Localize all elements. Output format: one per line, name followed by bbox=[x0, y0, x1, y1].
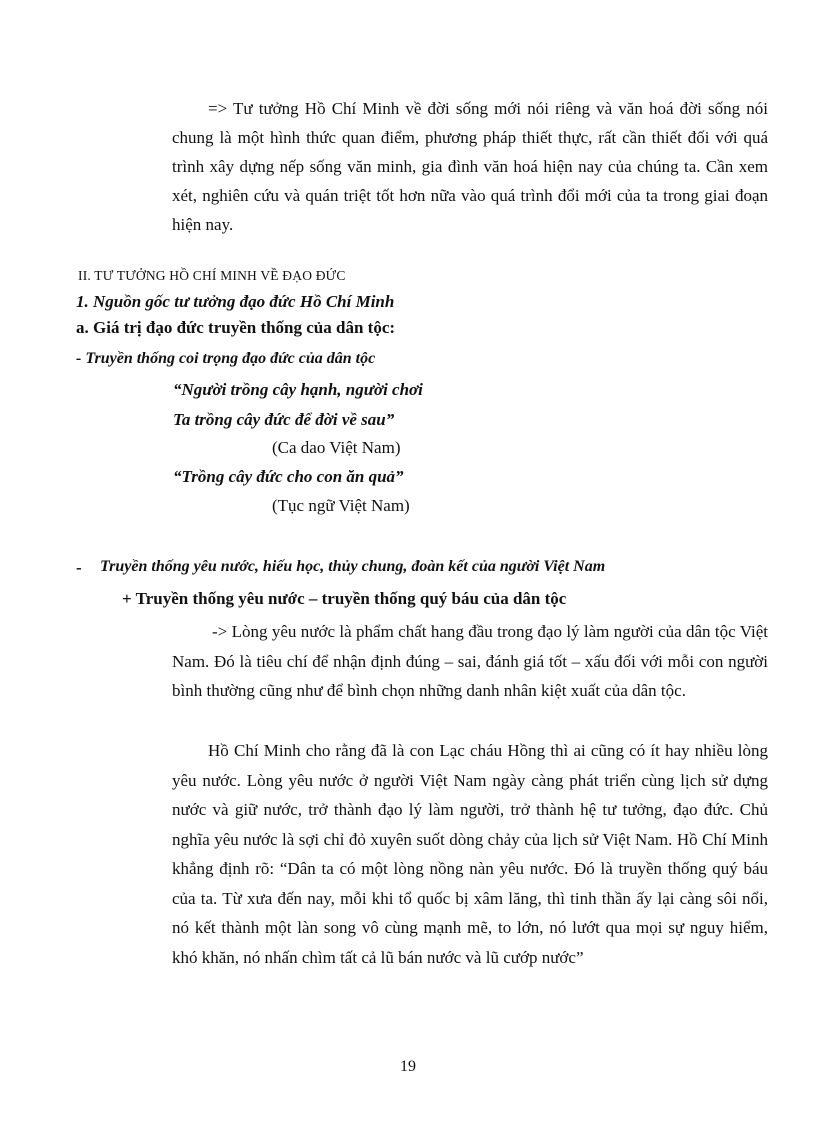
page-number: 19 bbox=[400, 1058, 416, 1075]
subheading-traditional-values: a. Giá trị đạo đức truyền thống của dân tộc: bbox=[76, 318, 396, 337]
bullet-dash: - bbox=[76, 558, 82, 577]
subheading-origin: 1. Nguồn gốc tư tưởng đạo đức Hồ Chí Minh bbox=[76, 292, 395, 311]
proverb-line: “Trồng cây đức cho con ăn quả” bbox=[173, 467, 404, 486]
verse-line-2: Ta trồng cây đức để đời về sau” bbox=[173, 410, 395, 429]
subpoint-patriotism: + Truyền thống yêu nước – truyền thống quý báu của dân tộc bbox=[122, 589, 567, 608]
paragraph-patriotism-quality: -> Lòng yêu nước là phẩm chất hang đầu trong đạo lý làm người của dân tộc Việt Nam. Đó là tiêu chí để nhận định đúng – sai, đánh giá tốt – xấu đối với mỗi con người bình thường cũng như để bình chọn những danh nhân kiệt xuất của dân tộc. bbox=[172, 622, 768, 700]
conclusion-paragraph: => Tư tưởng Hồ Chí Minh về đời sống mới nói riêng và văn hoá đời sống nói chung là một hình thức quan điểm, phương pháp thiết thực, rất cần thiết đối với quá trình xây dựng nếp sống văn minh, gia đình văn hoá hiện nay của chúng ta. Cần xem xét, nghiên cứu và quán triệt tốt hơn nữa vào quá trình đổi mới của ta trong giai đoạn hiện nay. bbox=[172, 99, 768, 234]
proverb-source: (Tục ngữ Việt Nam) bbox=[272, 496, 410, 515]
verse-source-1: (Ca dao Việt Nam) bbox=[272, 438, 401, 457]
section-heading: II. TƯ TƯỞNG HỒ CHÍ MINH VỀ ĐẠO ĐỨC bbox=[78, 268, 346, 283]
bullet-moral-tradition: - Truyền thống coi trọng đạo đức của dân tộc bbox=[76, 350, 376, 367]
bullet-patriotism-tradition: Truyền thống yêu nước, hiếu học, thủy chung, đoàn kết của người Việt Nam bbox=[100, 558, 606, 575]
verse-line-1: “Người trồng cây hạnh, người chơi bbox=[173, 380, 423, 399]
paragraph-ho-chi-minh-view: Hồ Chí Minh cho rằng đã là con Lạc cháu Hồng thì ai cũng có ít hay nhiều lòng yêu nước. Lòng yêu nước ở người Việt Nam ngày càng phát triển cùng lịch sử dựng nước và giữ nước, trở thành đạo lý làm người, trở thành hệ tư tưởng, đạo đức. Chủ nghĩa yêu nước là sợi chỉ đỏ xuyên suốt dòng chảy của lịch sử Việt Nam. Hồ Chí Minh khẳng định rõ: “Dân ta có một lòng nồng nàn yêu nước. Đó là truyền thống quý báu của ta. Từ xưa đến nay, mỗi khi tổ quốc bị xâm lăng, thì tinh thần ấy lại càng sôi nổi, nó kết thành một làn song vô cùng mạnh mẽ, to lớn, nó lướt qua mọi sự nguy hiểm, khó khăn, nó nhấn chìm tất cả lũ bán nước và lũ cướp nước” bbox=[172, 741, 768, 967]
